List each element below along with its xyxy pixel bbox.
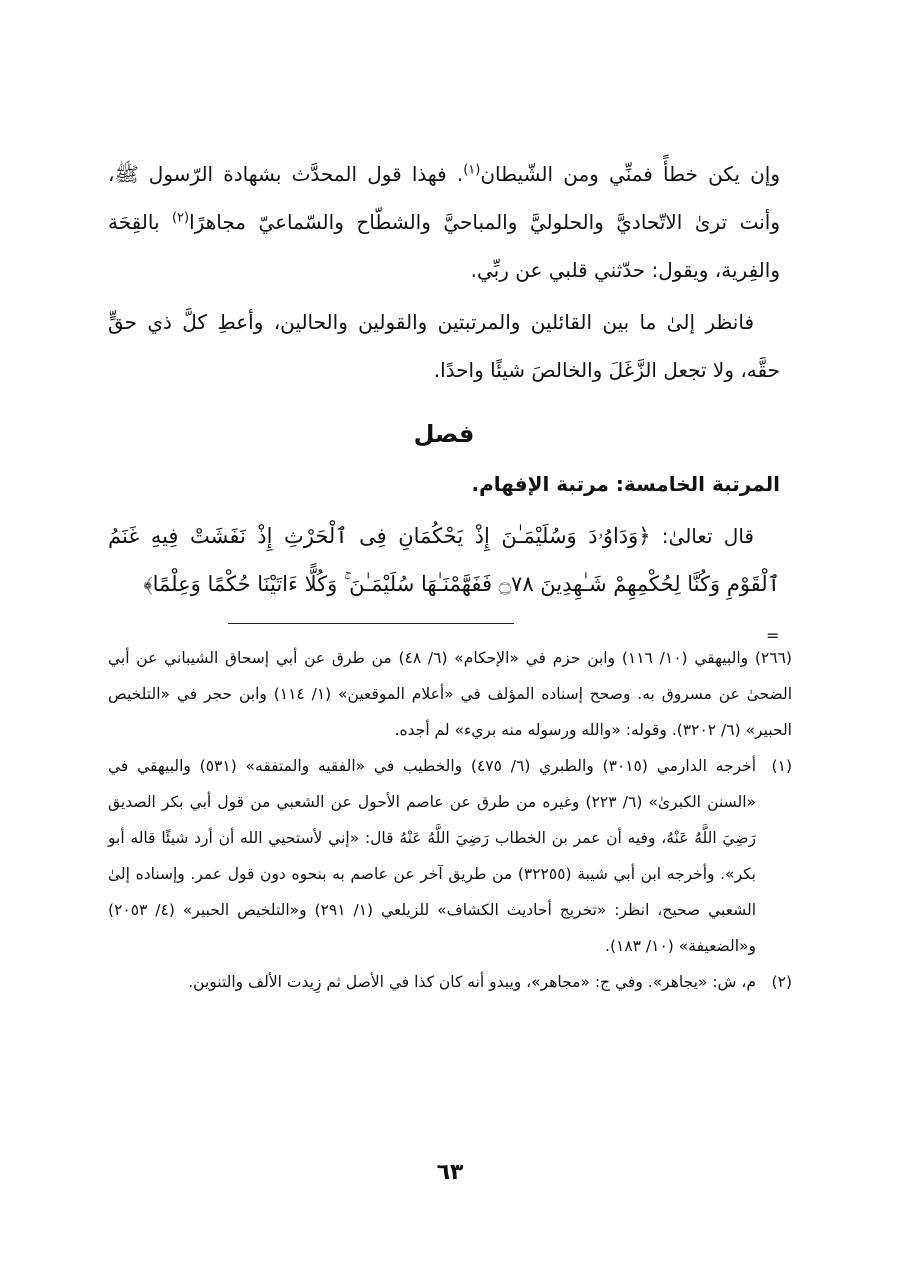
footnote-ref-1[interactable]: (١) (463, 162, 481, 178)
footnote-2-number: (٢) (771, 973, 792, 991)
paragraph-2: فانظر إلىٰ ما بين القائلين والمرتبتين والقولين والحالين، وأعطِ كلَّ ذي حقٍّ حقَّه، ولا تجعل الزَّغَلَ والخالصَ شيئًا واحدًا. (108, 310, 780, 382)
footnote-2-text: م، ش: «يجاهر». وفي ج: «مجاهر»، ويبدو أنه كان كذا في الأصل ثم زِيدت الألف والتنوين. (188, 973, 756, 991)
section-heading: فصل (413, 420, 475, 448)
paragraph-1-part-b: . فهذا قول المحدَّث بشهادة الرّسول ﷺ، وأنت ترىٰ الاتّحاديَّ والحلوليَّ والمباحيَّ والشطّاح والسّماعيّ مجاهرًا (108, 162, 780, 234)
paragraph-3-intro: قال تعالىٰ: (650, 524, 754, 548)
paragraph-1-part-a: وإن يكن خطأً فمنِّي ومن الشّيطان (480, 162, 780, 186)
footnote-continuation-mark: = (766, 626, 780, 645)
subheading: المرتبة الخامسة: مرتبة الإفهام. (471, 472, 780, 496)
quran-verse: ﴿وَدَاوُۥدَ وَسُلَيْمَـٰنَ إِذْ يَحْكُمَانِ فِى ٱلْحَرْثِ إِذْ نَفَشَتْ فِيهِ غَنَمُ ٱلْقَوْمِ وَكُنَّا لِحُكْمِهِمْ شَـٰهِدِينَ ۝٧٨ فَفَهَّمْنَـٰهَا سُلَيْمَـٰنَ ۚ وَكُلًّا ءَاتَيْنَا حُكْمًا وَعِلْمًا﴾ (108, 524, 780, 596)
paragraph-1 (108, 150, 780, 294)
footnote-2 (108, 964, 792, 1000)
paragraph-3 (108, 512, 780, 608)
footnote-continuation: (٢٦٦) والبيهقي (١٠/ ١١٦) وابن حزم في «الإحكام» (٦/ ٤٨) من طرق عن أبي إسحاق الشيباني عن أبي الضحىٰ عن مسروق به. وصحح إسناده المؤلف في «أعلام الموقعين» (١/ ١١٤) وابن حجر في «التلخيص الحبير» (٦/ ٣٢٠٢). وقوله: «والله ورسوله منه بريء» لم أجده. (108, 649, 793, 739)
footnote-1-text: أخرجه الدارمي (٣٠١٥) والطبري (٦/ ٤٧٥) والخطيب في «الفقيه والمتفقه» (٥٣١) والبيهقي في «السنن الكبرىٰ» (٦/ ٢٢٣) وغيره من طرق عن عاصم الأحول عن الشعبي من قول أبي بكر الصديق رَضِيَ اللَّهُ عَنْهُ، وفيه أن عمر بن الخطاب رَضِيَ اللَّهُ عَنْهُ قال: «إني لأستحيي الله أن أرد شيئًا قاله أبو بكر». وأخرجه ابن أبي شيبة (٣٢٢٥٥) من طريق آخر عن عاصم به بنحوه دون قول عمر. وإسناده إلىٰ الشعبي صحيح، انظر: «تخريج أحاديث الكشاف» للزيلعي (١/ ٢٩١) و«التلخيص الحبير» (٤/ ٢٠٥٣) و«الضعيفة» (١٠/ ١٨٣). (108, 757, 757, 955)
footnote-separator (228, 623, 514, 624)
main-text (108, 150, 780, 608)
footnote-ref-2[interactable]: (٢) (171, 210, 190, 226)
footnote-1-number: (١) (771, 757, 792, 775)
page-number: ٦٣ (436, 1160, 464, 1185)
footnotes (108, 640, 792, 1000)
paragraph-1-part-c: بالقِحَة والفِرية، ويقول: حدّثني قلبي عن ربِّي. (108, 210, 780, 282)
footnote-1 (108, 748, 792, 964)
